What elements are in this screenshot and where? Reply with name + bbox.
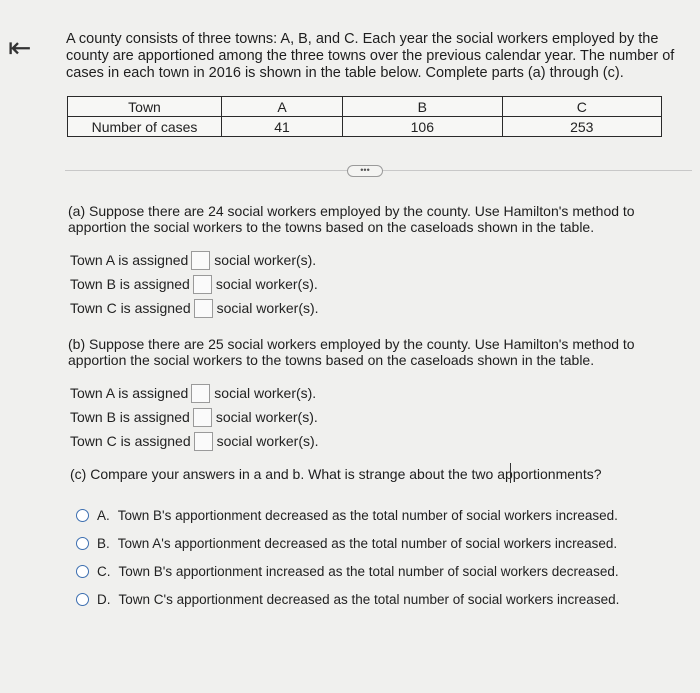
cases-table [67, 96, 662, 137]
expand-button[interactable]: ••• [347, 165, 383, 177]
table-header-cell: A [222, 97, 343, 117]
table-header-cell: B [343, 97, 502, 117]
table-header-row [68, 97, 662, 117]
line-label: Town C is assigned [70, 300, 191, 316]
table-cell: Number of cases [68, 117, 222, 137]
line-suffix: social worker(s). [216, 300, 319, 316]
table-cell: 106 [343, 117, 502, 137]
part-b-prompt: (b) Suppose there are 25 social workers employed by the county. Use Hamilton's method to apportion the social workers to the towns based on the caseloads shown in the table. [68, 336, 635, 368]
option-letter: D. [97, 591, 111, 607]
line-label: Town A is assigned [70, 252, 189, 268]
table-cell: 41 [222, 117, 343, 137]
line-suffix: social worker(s). [215, 276, 318, 292]
answer-input[interactable] [191, 384, 210, 403]
back-arrow-icon[interactable]: ⇤ [8, 32, 32, 63]
table-row [68, 117, 662, 137]
radio-icon[interactable] [76, 565, 89, 578]
part-a-line-b [70, 273, 318, 295]
table-header-cell: Town [68, 97, 222, 117]
option-letter: C. [97, 563, 111, 579]
option-text: Town B's apportionment increased as the total number of social workers decreased. [118, 563, 619, 579]
choice-option-c[interactable] [76, 562, 619, 580]
line-suffix: social worker(s). [216, 433, 319, 449]
answer-input[interactable] [193, 408, 212, 427]
line-label: Town A is assigned [70, 385, 189, 401]
line-label: Town B is assigned [70, 276, 190, 292]
part-b-line-b [70, 406, 318, 428]
part-b-line-a [70, 382, 316, 404]
answer-input[interactable] [194, 432, 213, 451]
part-a-line-c [70, 297, 319, 319]
text-cursor-icon [510, 463, 512, 483]
part-c-prompt: (c) Compare your answers in a and b. What is strange about the two apportionments? [70, 466, 602, 482]
answer-input[interactable] [194, 299, 213, 318]
choice-option-d[interactable] [76, 590, 619, 608]
table-header-cell: C [502, 97, 661, 117]
option-letter: A. [97, 507, 110, 523]
option-text: Town A's apportionment decreased as the total number of social workers increased. [117, 535, 618, 551]
part-a-prompt: (a) Suppose there are 24 social workers employed by the county. Use Hamilton's method to apportion the social workers to the towns based on the caseloads shown in the table. [68, 203, 635, 235]
line-label: Town C is assigned [70, 433, 191, 449]
table-cell: 253 [502, 117, 661, 137]
option-letter: B. [97, 535, 110, 551]
line-suffix: social worker(s). [215, 409, 318, 425]
radio-icon[interactable] [76, 537, 89, 550]
problem-intro: A county consists of three towns: A, B, and C. Each year the social workers employed by the county are apportioned among the three towns over the previous calendar year. The number of cases in each town in 2016 is shown in the table below. Complete parts (a) through (c). [66, 31, 675, 81]
part-b-line-c [70, 430, 319, 452]
option-text: Town C's apportionment decreased as the total number of social workers increased. [118, 591, 620, 607]
line-suffix: social worker(s). [214, 385, 317, 401]
part-a-line-a [70, 249, 316, 271]
choice-option-a[interactable] [76, 506, 618, 524]
line-label: Town B is assigned [70, 409, 190, 425]
radio-icon[interactable] [76, 509, 89, 522]
radio-icon[interactable] [76, 593, 89, 606]
choice-option-b[interactable] [76, 534, 617, 552]
answer-input[interactable] [191, 251, 210, 270]
answer-input[interactable] [193, 275, 212, 294]
line-suffix: social worker(s). [214, 252, 317, 268]
option-text: Town B's apportionment decreased as the total number of social workers increased. [117, 507, 618, 523]
